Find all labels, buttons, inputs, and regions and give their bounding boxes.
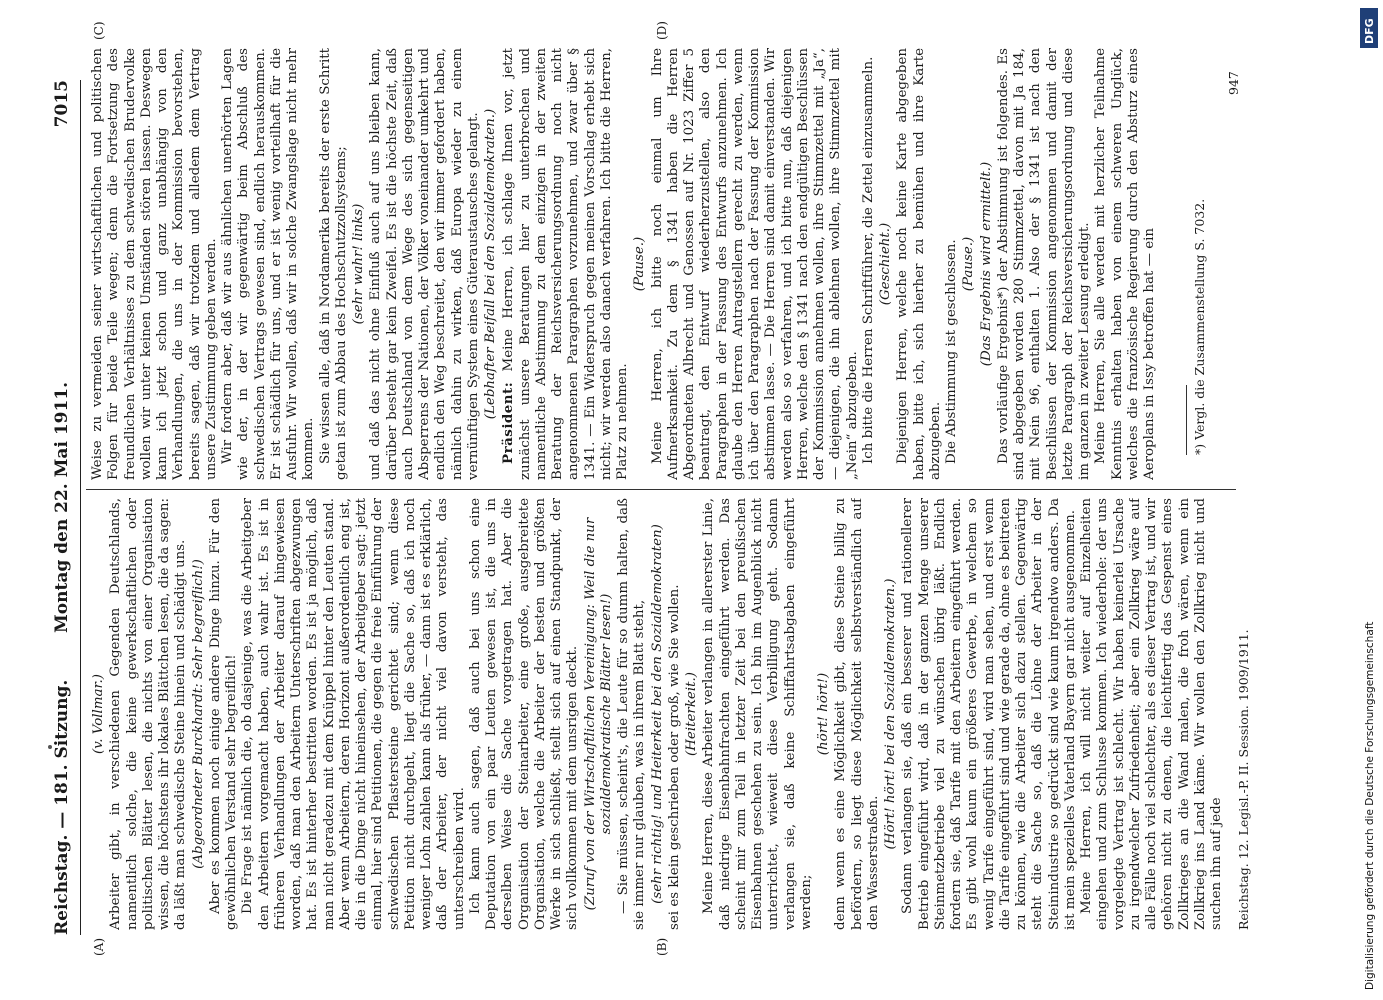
paragraph: sei es klein geschrieben oder groß, wie Sie wollen.	[666, 584, 682, 930]
digitization-credit	[1364, 50, 1378, 990]
dfg-logo-text: DFG	[1363, 18, 1376, 44]
paragraph: Ich bitte die Herren Schriftführer, die Zettel einzusammeln.	[860, 56, 876, 464]
stage-direction: (Pause.)	[632, 236, 648, 292]
paragraph: Weise zu vermeiden seiner wirtschaftlichen und politischen Folgen für beide Teile wegen; denn die Fortsetzung des freundlichen Verhältnisses zu dem schwedischen Brudervolke wollen wir unter keinen Umständen stören lassen. Deswegen kann ich jetzt schon und ganz unabhängig von den Verhandlungen, die uns in der Kommission bevorstehen, bereits sagen, daß wir trotzdem und alledem dem Vertrag unsere Zustimmung geben werden.	[90, 48, 219, 480]
session-title: Reichstag. — 181. Sitzung.	[52, 679, 72, 935]
stage-direction: (Zuruf von der Wirtschaftlichen Vereinigung: Weil die nur sozialdemokratische Blätter lesen!)	[582, 517, 614, 911]
footnote-rule	[1186, 385, 1187, 455]
paragraph: Die Frage ist nämlich die, ob dasjenige, was die Arbeitgeber den Arbeitern vorgemacht haben, auch wahr ist. Es ist in früheren Verhandlungen der Arbeiter darauf hingewiesen worden, daß man den Arbeitern Unterschriften abgezwungen hat. Es ist hinterher bestritten worden. Es ist ja möglich, daß man nicht geradezu mit dem Knüppel hinter den Leuten stand. Aber wenn Arbeitern, deren Horizont außerordentlich eng ist, die in die Dinge nicht hineinsehen, der Arbeitgeber sagt: jetzt einmal, hier sind Petitionen, die gegen die freie Einführung der schwedischen Pflastersteine gerichtet sind; wenn diese Petition nicht durchgeht, liegt die Sache so, daß ich noch weniger Lohn zahlen kann als früher, — dann ist es erklärlich, daß der Arbeiter, der nicht viel davon versteht, das unterschreiben wird.	[240, 498, 467, 930]
paragraph: Das vorläufige Ergebnis*) der Abstimmung ist folgendes. Es sind abgegeben worden 280 Stimmzettel, davon mit Ja 184, mit Nein 96, enthalten 1. Also der § 1341 ist nach den Beschlüssen der Kommission angenommen und damit der letzte Paragraph der Reichsversicherungsordnung und diese im ganzen in zweiter Lesung erledigt.	[995, 48, 1092, 480]
paragraph: denn wenn es eine Möglichkeit gibt, diese Steine billig zu befördern, so liegt diese Möglichkeit selbstverständlich auf den Wasserstraßen.	[833, 498, 881, 930]
column-divider	[86, 489, 1236, 490]
speech-text: Meine Herren, ich schlage Ihnen vor, jetzt zunächst unsere Beratungen hier zu unterbrechen und namentliche Abstimmung zu dem einzigen in der zweiten Beratung der Reichsversicherungsordnung noch nicht angenommenen Paragraphen vorzunehmen, und zwar über § 1341. — Ein Widerspruch gegen meinen Vorschlag erhebt sich nicht; wir werden also danach verfahren. Ich bitte die Herren, Platz zu nehmen.	[501, 48, 630, 480]
stage-direction: (sehr richtig! und Heiterkeit bei den Sozialdemokraten)	[649, 524, 665, 904]
margin-letter-c: (C)	[92, 21, 106, 40]
dfg-logo	[1360, 8, 1378, 48]
speaker-name: Präsident:	[500, 381, 517, 464]
stage-direction: (Das Ergebnis wird ermittelt.)	[978, 161, 994, 367]
paragraph: Sodann verlangen sie, daß ein besserer und rationellerer Betrieb eingeführt wird, daß in der ganzen Menge unserer Steinmetzbetriebe viel zu wünschen übrig läßt. Endlich fordern sie, daß Tarife mit den Arbeitern eingeführt werden. Es gibt wohl kaum ein größeres Gewerbe, in welchem so wenig Tarife eingeführt sind, wird man sehen, und erst wenn die Tarife eingeführt sind und wie gerade da, ohne es beitreten zu können, wie die Arbeiter sich dazu stellen. Gegenwärtig steht die Sache so, daß die Löhne der Arbeiter in der Steinindustrie so gedrückt sind wie kaum irgendwo anders. Da ist mein spezielles Vaterland Bayern gar nicht ausgenommen.	[900, 498, 1078, 930]
footnote: *) Vergl. die Zusammenstellung S. 7032.	[1192, 198, 1207, 455]
speaker-paragraph	[500, 48, 631, 480]
margin-letter-d: (D)	[655, 21, 669, 40]
stage-direction: (Heiterkeit.)	[684, 672, 699, 756]
paragraph: Meine Herren, Sie alle werden mit herzlicher Teilnahme Kenntnis erhalten haben von einem schweren Unglück, welches die französische Regierung durch den Absturz eines Aeroplans in Issy betroffen hat — ein	[1093, 48, 1157, 480]
paragraph: und daß das nicht ohne Einfluß auch auf uns bleiben kann, darüber besteht gar kein Zweifel. Es ist die höchste Zeit, daß auch Deutschland von dem Wege des sich gegenseitigen Absperrens der Nationen, der Völker voneinander umkehrt und endlich den Weg beschreitet, den wir immer gefordert haben, nämlich dahin zu wirken, daß Europa wieder zu einem vernünftigen System eines Güteraustausches gelangt.	[368, 48, 481, 480]
left-column	[90, 498, 1230, 930]
paragraph: — Sie müssen, scheint's, die Leute für so dumm halten, daß sie immer nur glauben, was in ihrem Blatt steht,	[616, 498, 648, 930]
signature-number: 947	[1226, 71, 1241, 95]
header-rule	[80, 80, 81, 935]
stage-direction: (sehr wahr! links)	[351, 203, 366, 325]
running-head	[52, 80, 78, 935]
digitization-credit-text: Digitalisierung gefördert durch die Deutsche Forschungsgemeinschaft	[1364, 621, 1376, 990]
scan-speck	[48, 745, 52, 749]
publication-line: Reichstag. 12. Legisl.-P. II. Session. 1909/1911.	[1236, 629, 1251, 930]
stage-direction: (Lebhafter Beifall bei den Sozialdemokraten.)	[483, 108, 498, 420]
paragraph: Sie wissen alle, daß in Nordamerika bereits der erste Schritt getan ist zum Abbau des Hochschutzzollsystems;	[317, 48, 349, 480]
margin-letter-b: (B)	[655, 937, 669, 956]
right-column	[90, 48, 1230, 480]
paragraph: Diejenigen Herren, welche noch keine Karte abgegeben haben, bitte ich, sich hierher zu bemühen und ihre Karte abzugeben.	[895, 48, 943, 480]
paragraph: Meine Herren, ich will nicht weiter auf Einzelheiten eingehen und zum Schlusse kommen. Ich wiederhole: der uns vorgelegte Vertrag ist schlecht. Wir haben keinerlei Ursache zu irgendwelcher Zufriedenheit; aber ein Zollkrieg wäre auf alle Fälle noch viel schlechter, als es dieser Vertrag ist, und wir gehören nicht zu denen, die leichtfertig das Gespenst eines Zollkrieges an die Wand malen, die froh wären, wenn ein Zollkrieg ins Land käme. Wir wollen den Zollkrieg nicht und suchen ihn auf jede	[1079, 498, 1224, 930]
stage-direction: (Hört! hört! bei den Sozialdemokraten.)	[883, 578, 898, 850]
paragraph: Ich kann auch sagen, daß auch bei uns schon eine Deputation von ein paar Leuten gewesen ist, die uns in derselben Weise die Sache vorgetragen hat. Aber die Organisation der Steinarbeiter, eine große, ausgebreitete Organisation, welche die Arbeiter der besten und größten Werke in sich schließt, stellt sich auf einen Standpunkt, der sich vollkommen mit dem unsrigen deckt.	[467, 498, 581, 930]
stage-direction: (v. Vollmar.)	[91, 674, 106, 754]
paragraph: Die Abstimmung ist geschlossen.	[944, 239, 959, 464]
paragraph: Meine Herren, ich bitte noch einmal um Ihre Aufmerksamkeit. Zu dem § 1341 haben die Herren Abgeordneten Albrecht und Genossen auf Nr. 1023 Ziffer 5 beantragt, den Entwurf wiederherzustellen, also den Paragraphen in der Fassung des Entwurfs anzunehmen. Ich glaube den Herren Antragstellern gerecht zu werden, wenn ich über den Paragraphen nach der Fassung der Kommission abstimmen lasse. — Die Herren sind damit einverstanden. Wir werden also so verfahren, und ich bitte nun, daß diejenigen Herren, welche den § 1341 nach den endgültigen Beschlüssen der Kommission annehmen wollen, ihre Stimmzettel mit „Ja“, — diejenigen, die ihn ablehnen wollen, ihre Stimmzettel mit „Nein“ abzugeben.	[649, 48, 860, 480]
stage-direction: (Abgeordneter Burckhardt: Sehr begreiflich!)	[190, 559, 206, 869]
stage-direction: (Geschieht.)	[878, 222, 893, 306]
stage-direction: (hört! hört!)	[816, 672, 831, 756]
session-date: Montag den 22. Mai 1911.	[52, 381, 72, 634]
margin-letter-a: (A)	[92, 937, 106, 956]
page-number: 7015	[52, 80, 72, 128]
paragraph: Wir fordern aber, daß wir aus ähnlichen unerhörten Lagen wie der, in der wir gegenwärtig beim Abschluß des schwedischen Vertrags gewesen sind, endlich herauskommen. Er ist schädlich für uns, und er ist wenig vorteilhaft für die Ausfuhr. Wir wollen, daß wir in solche Zwangslage nicht mehr kommen.	[220, 48, 317, 480]
paragraph: Aber es kommen noch einige andere Dinge hinzu. Für den gewöhnlichen Verstand sehr begreiflich!	[207, 498, 239, 930]
paragraph: Arbeiter gibt, in verschiedenen Gegenden Deutschlands, namentlich solche, die keine gewerkschaftlichen oder politischen Blätter lesen, die nichts von einer Organisation wissen, die höchstens ihr lokales Blättchen lesen, die da sagen: da läßt man schwedische Steine hinein und schädigt uns.	[108, 498, 189, 930]
paragraph: Meine Herren, diese Arbeiter verlangen in allererster Linie, daß niedrige Eisenbahnfrachten eingeführt werden. Das scheint mir zum Teil in letzter Zeit bei den preußischen Eisenbahnen geschehen zu sein. Ich bin im Augenblick nicht unterrichtet, wieweit diese Verbilligung geht. Sodann verlangen sie, daß keine Schiffahrtsabgaben eingeführt werden;	[701, 498, 814, 930]
stage-direction: (Pause.)	[961, 236, 977, 292]
